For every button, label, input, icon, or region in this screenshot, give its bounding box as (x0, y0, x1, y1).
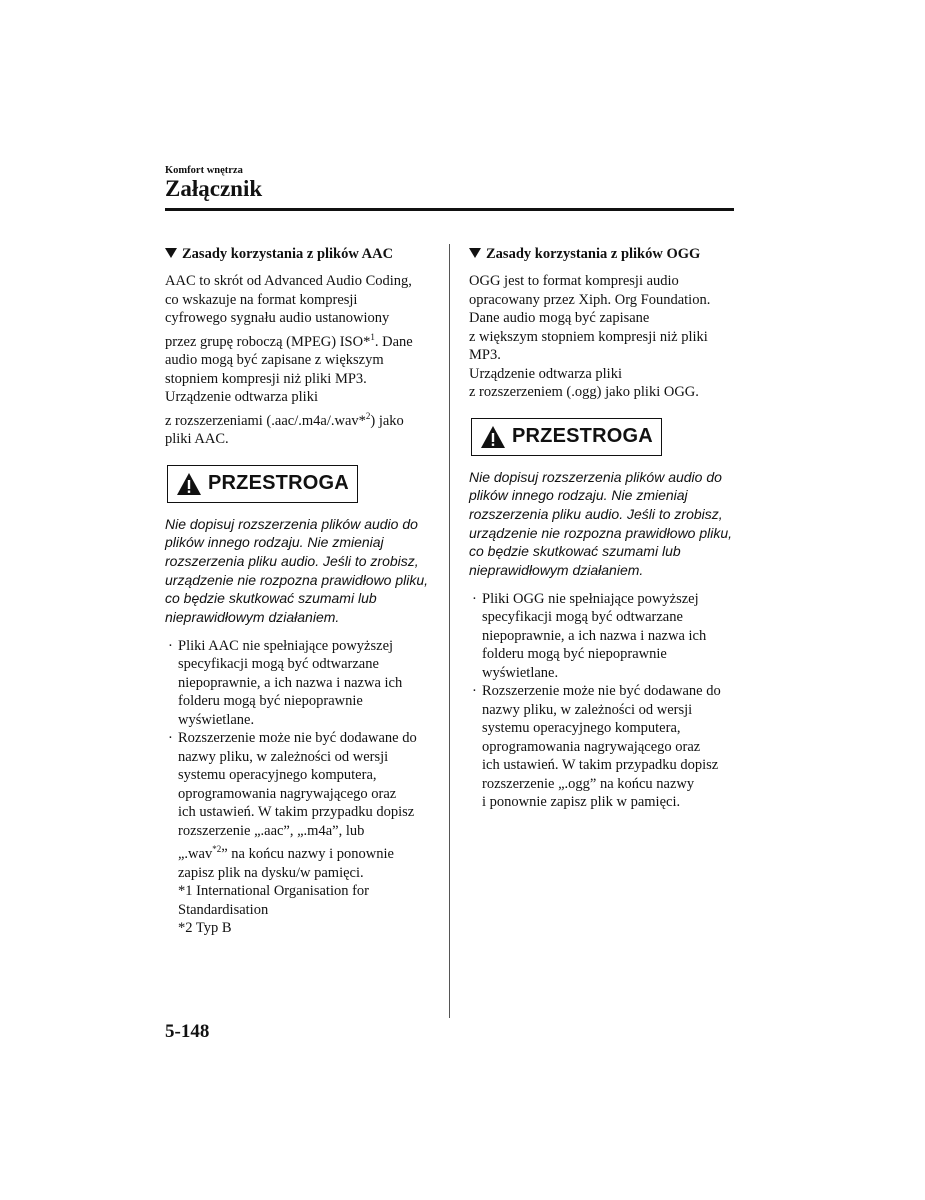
section-heading-ogg: Zasady korzystania z plików OGG (469, 244, 735, 264)
text-line: urządzenie nie rozpozna prawidłowo pliku, (469, 524, 733, 541)
column-divider (449, 244, 450, 1018)
caution-label: PRZESTROGA (208, 472, 349, 494)
text-line: Urządzenie odtwarza pliki (469, 365, 622, 382)
footnote-marker: *2 (212, 844, 222, 855)
caution-text (469, 468, 735, 580)
caution-label: PRZESTROGA (512, 425, 653, 447)
caution-box (167, 465, 358, 503)
left-column (165, 244, 431, 938)
text-line: co wskazuje na format kompresji (165, 291, 358, 308)
text-line: OGG jest to format kompresji audio (469, 273, 679, 289)
footnote-marker: 2 (365, 410, 371, 421)
footnote: *1 International Organisation for (178, 883, 369, 900)
text-line: przez grupę roboczą (MPEG) ISO*$^1$. Dane (165, 331, 413, 350)
warning-triangle-icon (176, 472, 202, 496)
text-line: co będzie skutkować szumami lub (469, 543, 681, 560)
text-line: Nie dopisuj rozszerzenia plików audio do (165, 515, 418, 532)
list-item: · Pliki AAC nie spełniające powyższej specyfikacji mogą być odtwarzane niepoprawnie, a ich nazwa i nazwa ich folderu mogą być niepoprawnie wyświetlane. (165, 637, 431, 730)
text-line: AAC to skrót od Advanced Audio Coding, (165, 273, 412, 289)
text-line: stopniem kompresji niż pliki MP3. (165, 370, 367, 387)
text-line: rozszerzenia pliku audio. Jeśli to zrobisz, (165, 552, 419, 569)
header-rule (165, 208, 734, 211)
text-line: nieprawidłowym działaniem. (165, 609, 340, 626)
footnotes (165, 882, 431, 938)
notes-list (165, 637, 431, 883)
list-item: · Rozszerzenie może nie być dodawane do nazwy pliku, w zależności od wersji systemu operacyjnego komputera, oprogramowania nagrywającego oraz ich ustawień. W takim przypadku dopisz rozszerzenie „.ogg” na końcu nazwy i ponownie zapisz plik w pamięci. (469, 682, 735, 812)
caution-text (165, 515, 431, 627)
text-line: urządzenie nie rozpozna prawidłowo pliku, (165, 571, 429, 588)
text-line: plików innego rodzaju. Nie zmieniaj (165, 534, 384, 551)
text-line: rozszerzenia pliku audio. Jeśli to zrobisz, (469, 505, 723, 522)
text-line: Nie dopisuj rozszerzenia plików audio do (469, 468, 722, 485)
ogg-description (469, 272, 735, 402)
list-item: · Rozszerzenie może nie być dodawane do nazwy pliku, w zależności od wersji systemu operacyjnego komputera, oprogramowania nagrywającego oraz ich ustawień. W takim przypadku dopisz rozszerzenie „.aac”, „.m4a”, lub „.wav$^{*2}$” na końcu nazwy i ponownie zapisz plik na dysku/w pamięci. (165, 729, 431, 882)
text-line: MP3. (469, 347, 501, 363)
text-line: co będzie skutkować szumami lub (165, 590, 377, 607)
text-line: opracowany przez Xiph. Org Foundation. (469, 291, 711, 308)
section-heading-aac: Zasady korzystania z plików AAC (165, 244, 431, 264)
text-line: pliki AAC. (165, 431, 229, 447)
triangle-down-icon (469, 248, 481, 258)
caution-box (471, 418, 662, 456)
section-category: Komfort wnętrza (165, 165, 243, 176)
text-line: plików innego rodzaju. Nie zmieniaj (469, 487, 688, 504)
text-line: nieprawidłowym działaniem. (469, 562, 644, 579)
text-line: Urządzenie odtwarza pliki (165, 389, 318, 405)
text-line: z rozszerzeniami (.aac/.m4a/.wav*$^2$) jako (165, 410, 404, 429)
text-line: Dane audio mogą być zapisane (469, 310, 650, 326)
text-line: z większym stopniem kompresji niż pliki (469, 328, 708, 345)
warning-triangle-icon (480, 425, 506, 449)
aac-description (165, 272, 431, 449)
page-number: 5-148 (165, 1021, 210, 1042)
text-line: z rozszerzeniem (.ogg) jako pliki OGG. (469, 384, 699, 400)
footnote: *2 Typ B (178, 920, 232, 937)
notes-list (469, 590, 735, 812)
footnote-marker: 1 (370, 331, 375, 342)
right-column (469, 244, 735, 812)
text-line: audio mogą być zapisane z większym (165, 352, 384, 368)
text-line: cyfrowego sygnału audio ustanowiony (165, 310, 390, 326)
list-item: · Pliki OGG nie spełniające powyższej specyfikacji mogą być odtwarzane niepoprawnie, a ich nazwa i nazwa ich folderu mogą być niepoprawnie wyświetlane. (469, 590, 735, 683)
page-title: Załącznik (165, 176, 263, 201)
footnote: Standardisation (178, 901, 269, 918)
triangle-down-icon (165, 248, 177, 258)
